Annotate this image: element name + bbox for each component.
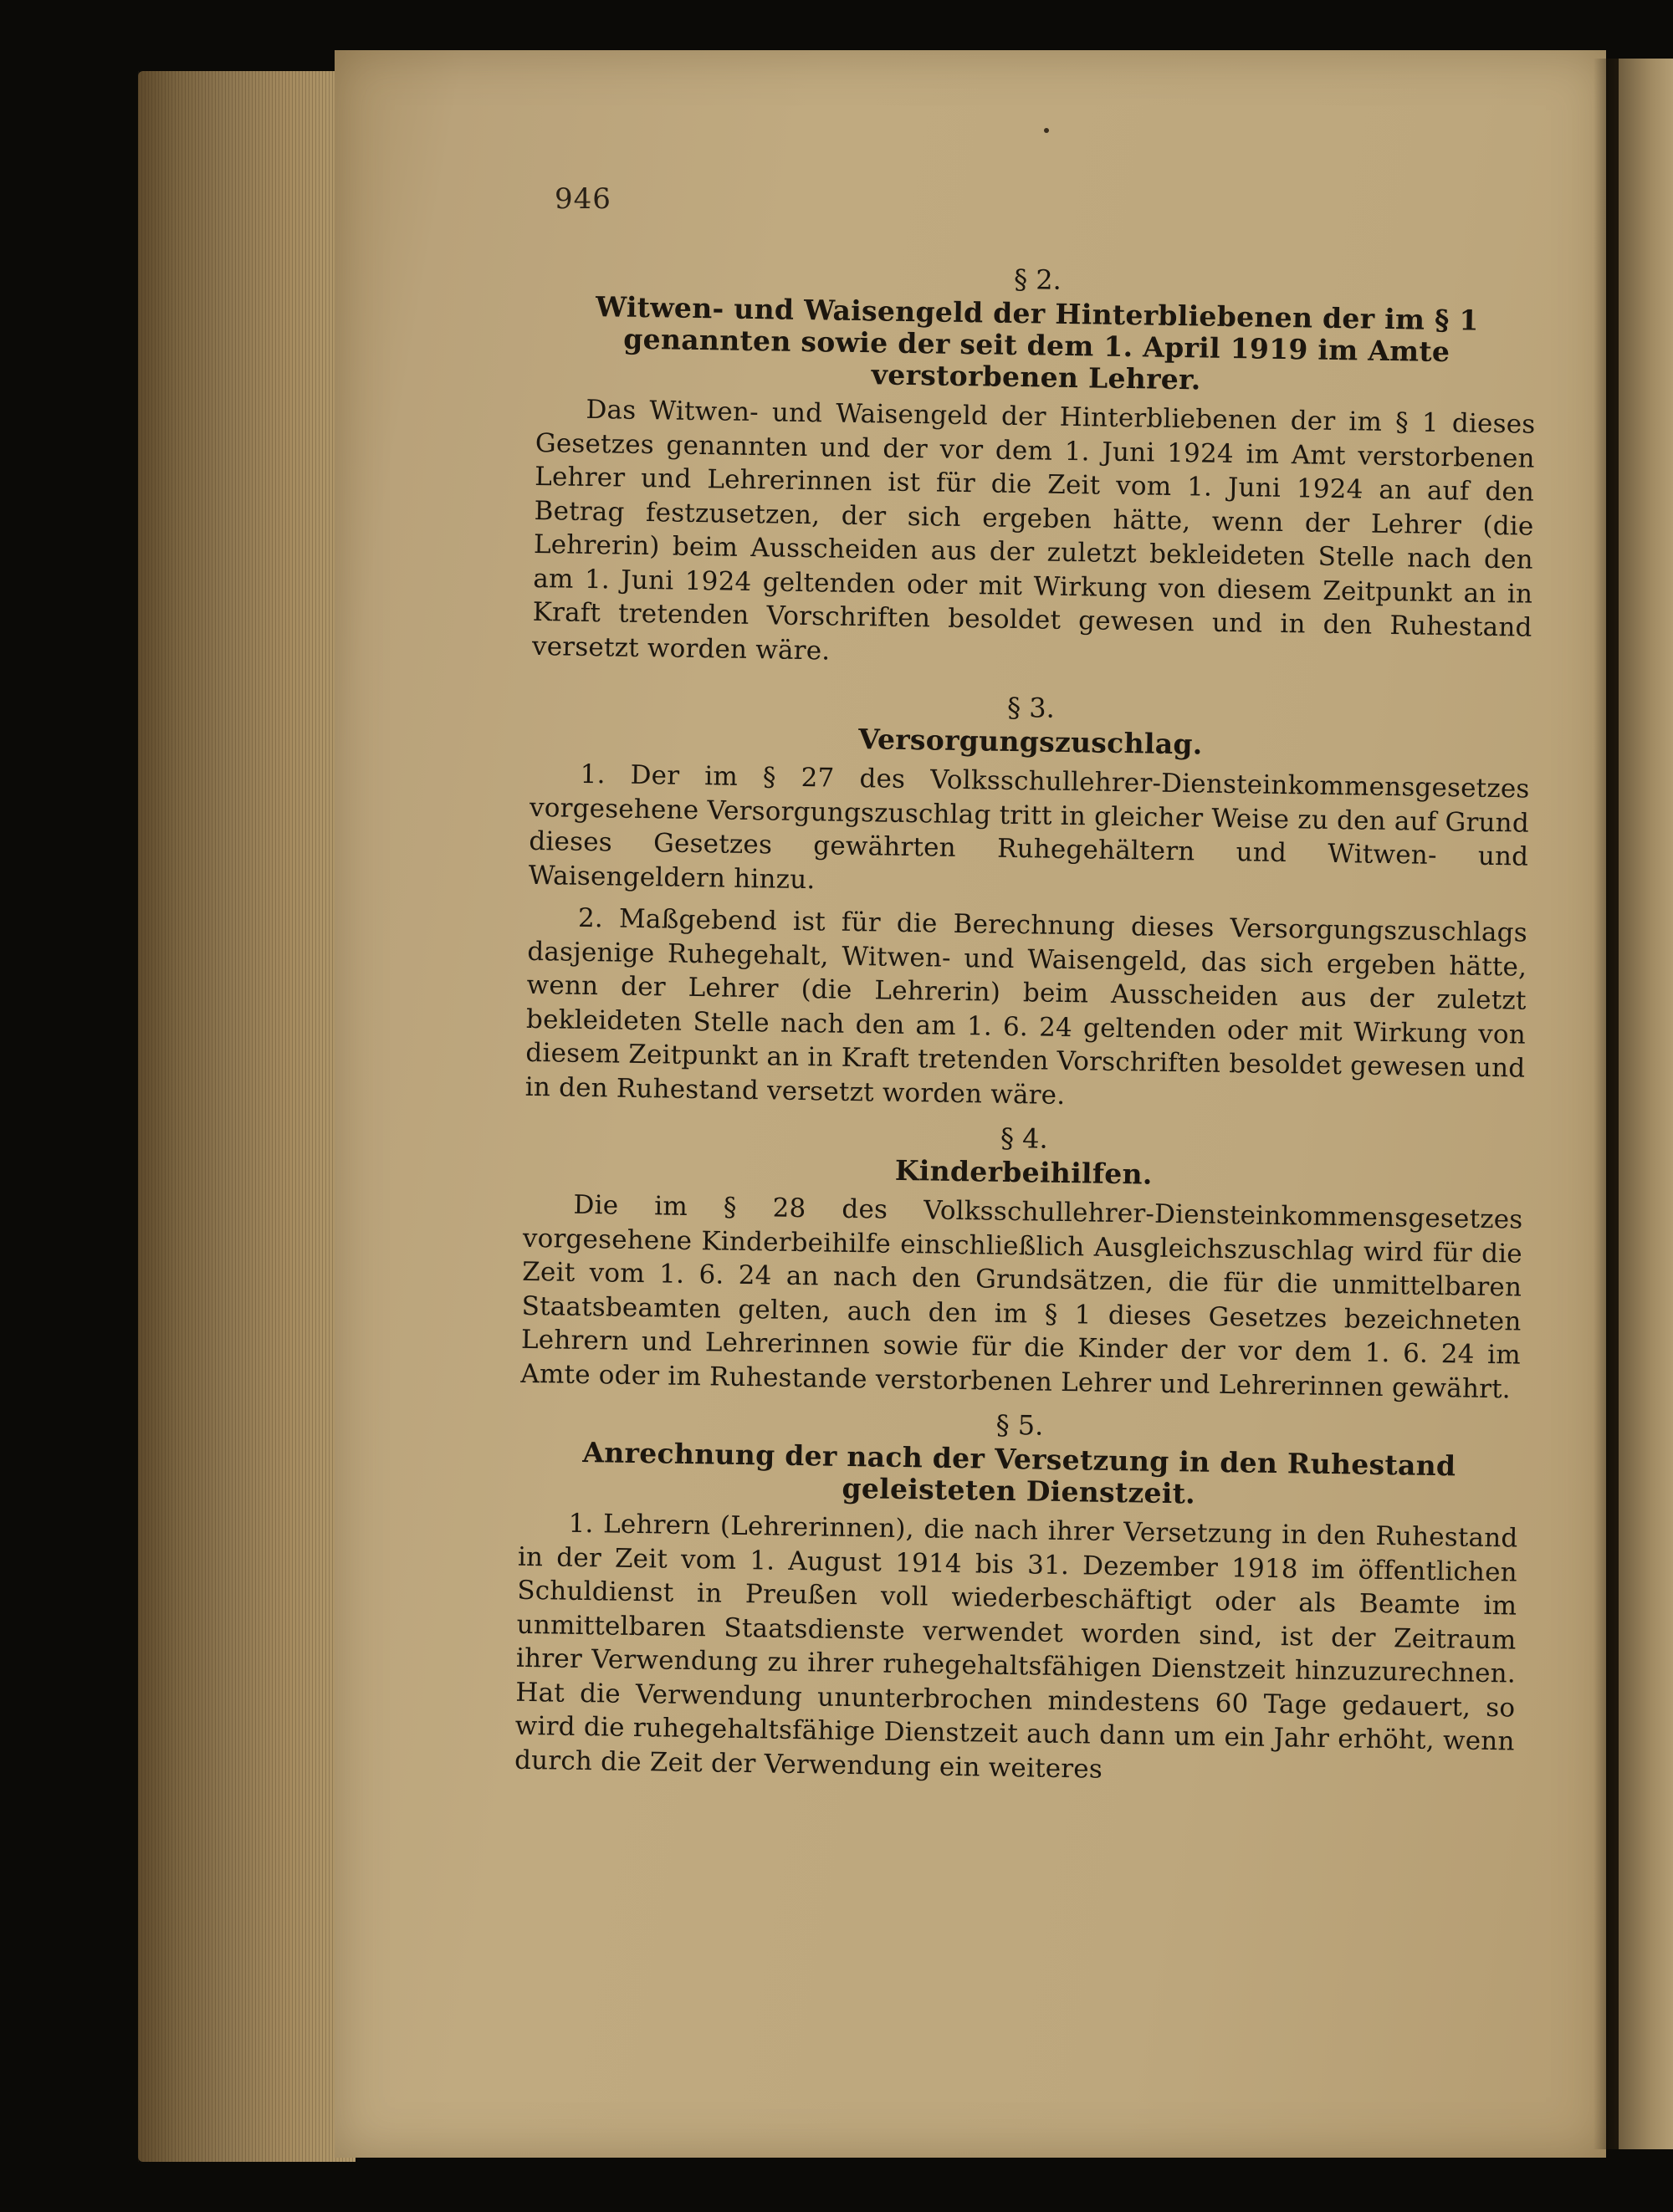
section-3 [524, 682, 1531, 1120]
section-2 [532, 253, 1538, 679]
section-heading: Witwen- und Waisengeld der Hinterbliebenen der im § 1 genannten sowie der seit dem 1. April 1919 im Amte verstorbenen Lehrer. [595, 290, 1479, 396]
section-mark: § 2. [1013, 263, 1062, 296]
facing-page-edge [1619, 59, 1673, 2149]
paper-speck [1044, 128, 1049, 133]
book-gutter [1594, 59, 1620, 2149]
section-heading: Versorgungszuschlag. [857, 723, 1203, 761]
section-mark: § 5. [995, 1408, 1044, 1442]
page-number: 946 [555, 182, 611, 216]
page-text [514, 171, 1539, 1801]
section-mark: § 3. [1006, 691, 1056, 724]
paragraph: 1. Der im § 27 des Volksschullehrer-Diensteinkommensgesetzes vorgesehene Versorgungszuschlag tritt in gleicher Weise zu den auf Grund dieses Gesetzes gewährten Ruhegehältern und Witwen- und Waisengeldern hinzu. [528, 759, 1530, 895]
paragraph: 2. Maßgebend ist für die Berechnung dieses Versorgungszuschlags dasjenige Ruhegehalt, Witwen- und Waisengeld, das sich ergeben hätte, wenn der Lehrer (die Lehrerin) beim Ausscheiden aus der zuletzt bekleideten Stelle nach den am 1. 6. 24 geltenden oder mit Wirkung von diesem Zeitpunkt an in Kraft tretenden Vorschriften besoldet gewesen und in den Ruhestand versetzt worden wäre. [524, 902, 1528, 1111]
section-heading: Kinderbeihilfen. [894, 1153, 1153, 1191]
section-4 [520, 1112, 1524, 1407]
paragraph: 1. Lehrern (Lehrerinnen), die nach ihrer Versetzung in den Ruhestand in der Zeit vom 1. August 1914 bis 31. Dezember 1918 im öffentlichen Schuldienst in Preußen voll wiederbeschäftigt oder als Beamte im unmittelbaren Staatsdienste verwendet worden sind, ist der Zeitraum ihrer Verwendung zu ihrer ruhegehaltsfähigen Dienstzeit hinzuzurechnen. Hat die Verwendung ununterbrochen mindestens 60 Tage gedauert, so wird die ruhegehaltsfähige Dienstzeit auch dann um ein Jahr erhöht, wenn durch die Zeit der Verwendung ein weiteres [514, 1508, 1518, 1785]
book-page-edges [138, 71, 356, 2162]
paragraph: Das Witwen- und Waisengeld der Hinterbliebenen der im § 1 dieses Gesetzes genannten und der vor dem 1. Juni 1924 im Amt verstorbenen Lehrer und Lehrerinnen ist für die Zeit vom 1. Juni 1924 an auf den Betrag festzusetzen, der sich ergeben hätte, wenn der Lehrer (die Lehrerin) beim Ausscheiden aus der zuletzt bekleideten Stelle nach den am 1. Juni 1924 geltenden oder mit Wirkung von diesem Zeitpunkt an in Kraft tretenden Vorschriften besoldet gewesen und in den Ruhestand versetzt worden wäre. [531, 394, 1536, 667]
section-heading: Anrechnung der nach der Versetzung in den Ruhestand geleisteten Dienstzeit. [582, 1435, 1456, 1510]
section-mark: § 4. [1000, 1121, 1049, 1155]
section-5 [514, 1399, 1520, 1793]
paragraph: Die im § 28 des Volksschullehrer-Diensteinkommensgesetzes vorgesehene Kinderbeihilfe einschließlich Ausgleichszuschlag wird für die Zeit vom 1. 6. 24 an nach den Grundsätzen, die für die unmittelbaren Staatsbeamten gelten, auch den im § 1 dieses Gesetzes bezeichneten Lehrern und Lehrerinnen sowie für die Kinder der vor dem 1. 6. 24 im Amte oder im Ruhestande verstorbenen Lehrer und Lehrerinnen gewährt. [520, 1189, 1523, 1404]
